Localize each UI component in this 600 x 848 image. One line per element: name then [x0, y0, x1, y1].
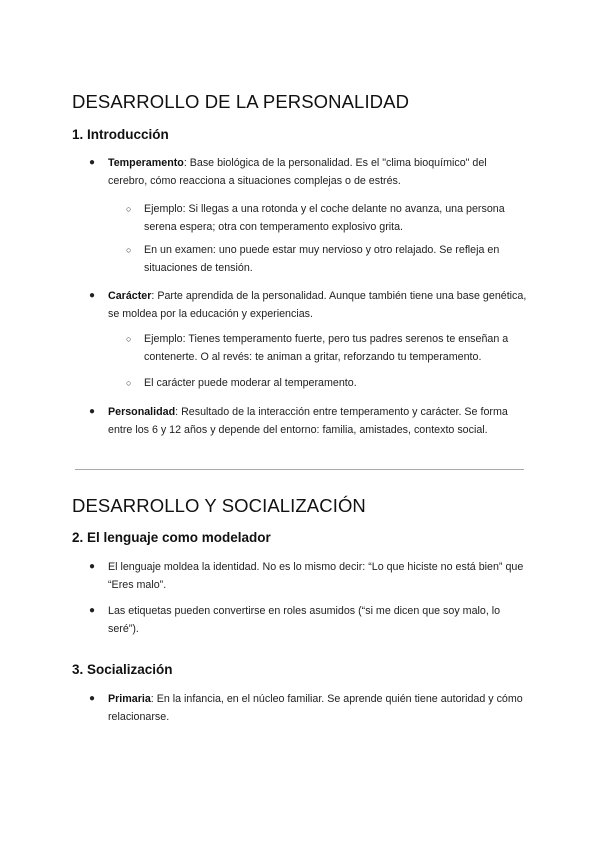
- horizontal-divider: [75, 469, 524, 470]
- term-caracter: Carácter: [108, 290, 152, 302]
- term-personalidad: Personalidad: [108, 406, 176, 418]
- bullet-dot: ●: [89, 406, 96, 417]
- bullet-circle: ○: [126, 204, 132, 214]
- list-item-personalidad: [108, 403, 528, 439]
- section-title-personalidad: DESARROLLO DE LA PERSONALIDAD: [72, 91, 410, 112]
- term-primaria: Primaria: [108, 693, 151, 705]
- list-item: El lenguaje moldea la identidad. No es lo mismo decir: “Lo que hiciste no está bien” que “Eres malo”.: [108, 561, 524, 591]
- bullet-dot: ●: [89, 157, 96, 168]
- list-item-temperamento: [108, 154, 528, 190]
- sublist-item: El carácter puede moderar al temperamento.: [144, 377, 357, 389]
- text-personalidad: : Resultado de la interacción entre temperamento y carácter. Se forma entre los 6 y 12 años y depende del entorno: familia, amistades, contexto social.: [108, 406, 508, 436]
- list-item-primaria: [108, 690, 528, 726]
- bullet-dot: ●: [89, 290, 96, 301]
- sublist-item: Ejemplo: Tienes temperamento fuerte, pero tus padres serenos te enseñan a contenerte. O al revés: te animan a gritar, reforzando tu temperamento.: [144, 333, 509, 363]
- list-item-caracter: [108, 287, 528, 323]
- bullet-circle: ○: [126, 245, 132, 255]
- sublist-item: Ejemplo: Si llegas a una rotonda y el coche delante no avanza, una persona serena espera; otra con temperamento explosivo grita.: [144, 203, 505, 233]
- bullet-dot: ●: [89, 561, 96, 572]
- bullet-circle: ○: [126, 334, 132, 344]
- term-temperamento: Temperamento: [108, 157, 184, 169]
- bullet-dot: ●: [89, 693, 96, 704]
- bullet-circle: ○: [126, 378, 132, 388]
- heading-introduccion: 1. Introducción: [72, 127, 169, 142]
- sublist-item: En un examen: uno puede estar muy nervioso y otro relajado. Se refleja en situaciones de tensión.: [144, 244, 500, 274]
- list-item: Las etiquetas pueden convertirse en roles asumidos (“si me dicen que soy malo, lo seré”).: [108, 605, 501, 635]
- text-caracter: : Parte aprendida de la personalidad. Aunque también tiene una base genética, se moldea por la educación y experiencias.: [108, 290, 527, 320]
- text-temperamento: : Base biológica de la personalidad. Es el "clima bioquímico" del cerebro, cómo reacciona a situaciones complejas o de estrés.: [108, 157, 487, 187]
- bullet-dot: ●: [89, 605, 96, 616]
- text-primaria: : En la infancia, en el núcleo familiar. Se aprende quién tiene autoridad y cómo relacionarse.: [108, 693, 523, 723]
- heading-lenguaje: 2. El lenguaje como modelador: [72, 530, 271, 545]
- section-title-socializacion: DESARROLLO Y SOCIALIZACIÓN: [72, 495, 366, 516]
- heading-socializacion: 3. Socialización: [72, 662, 173, 677]
